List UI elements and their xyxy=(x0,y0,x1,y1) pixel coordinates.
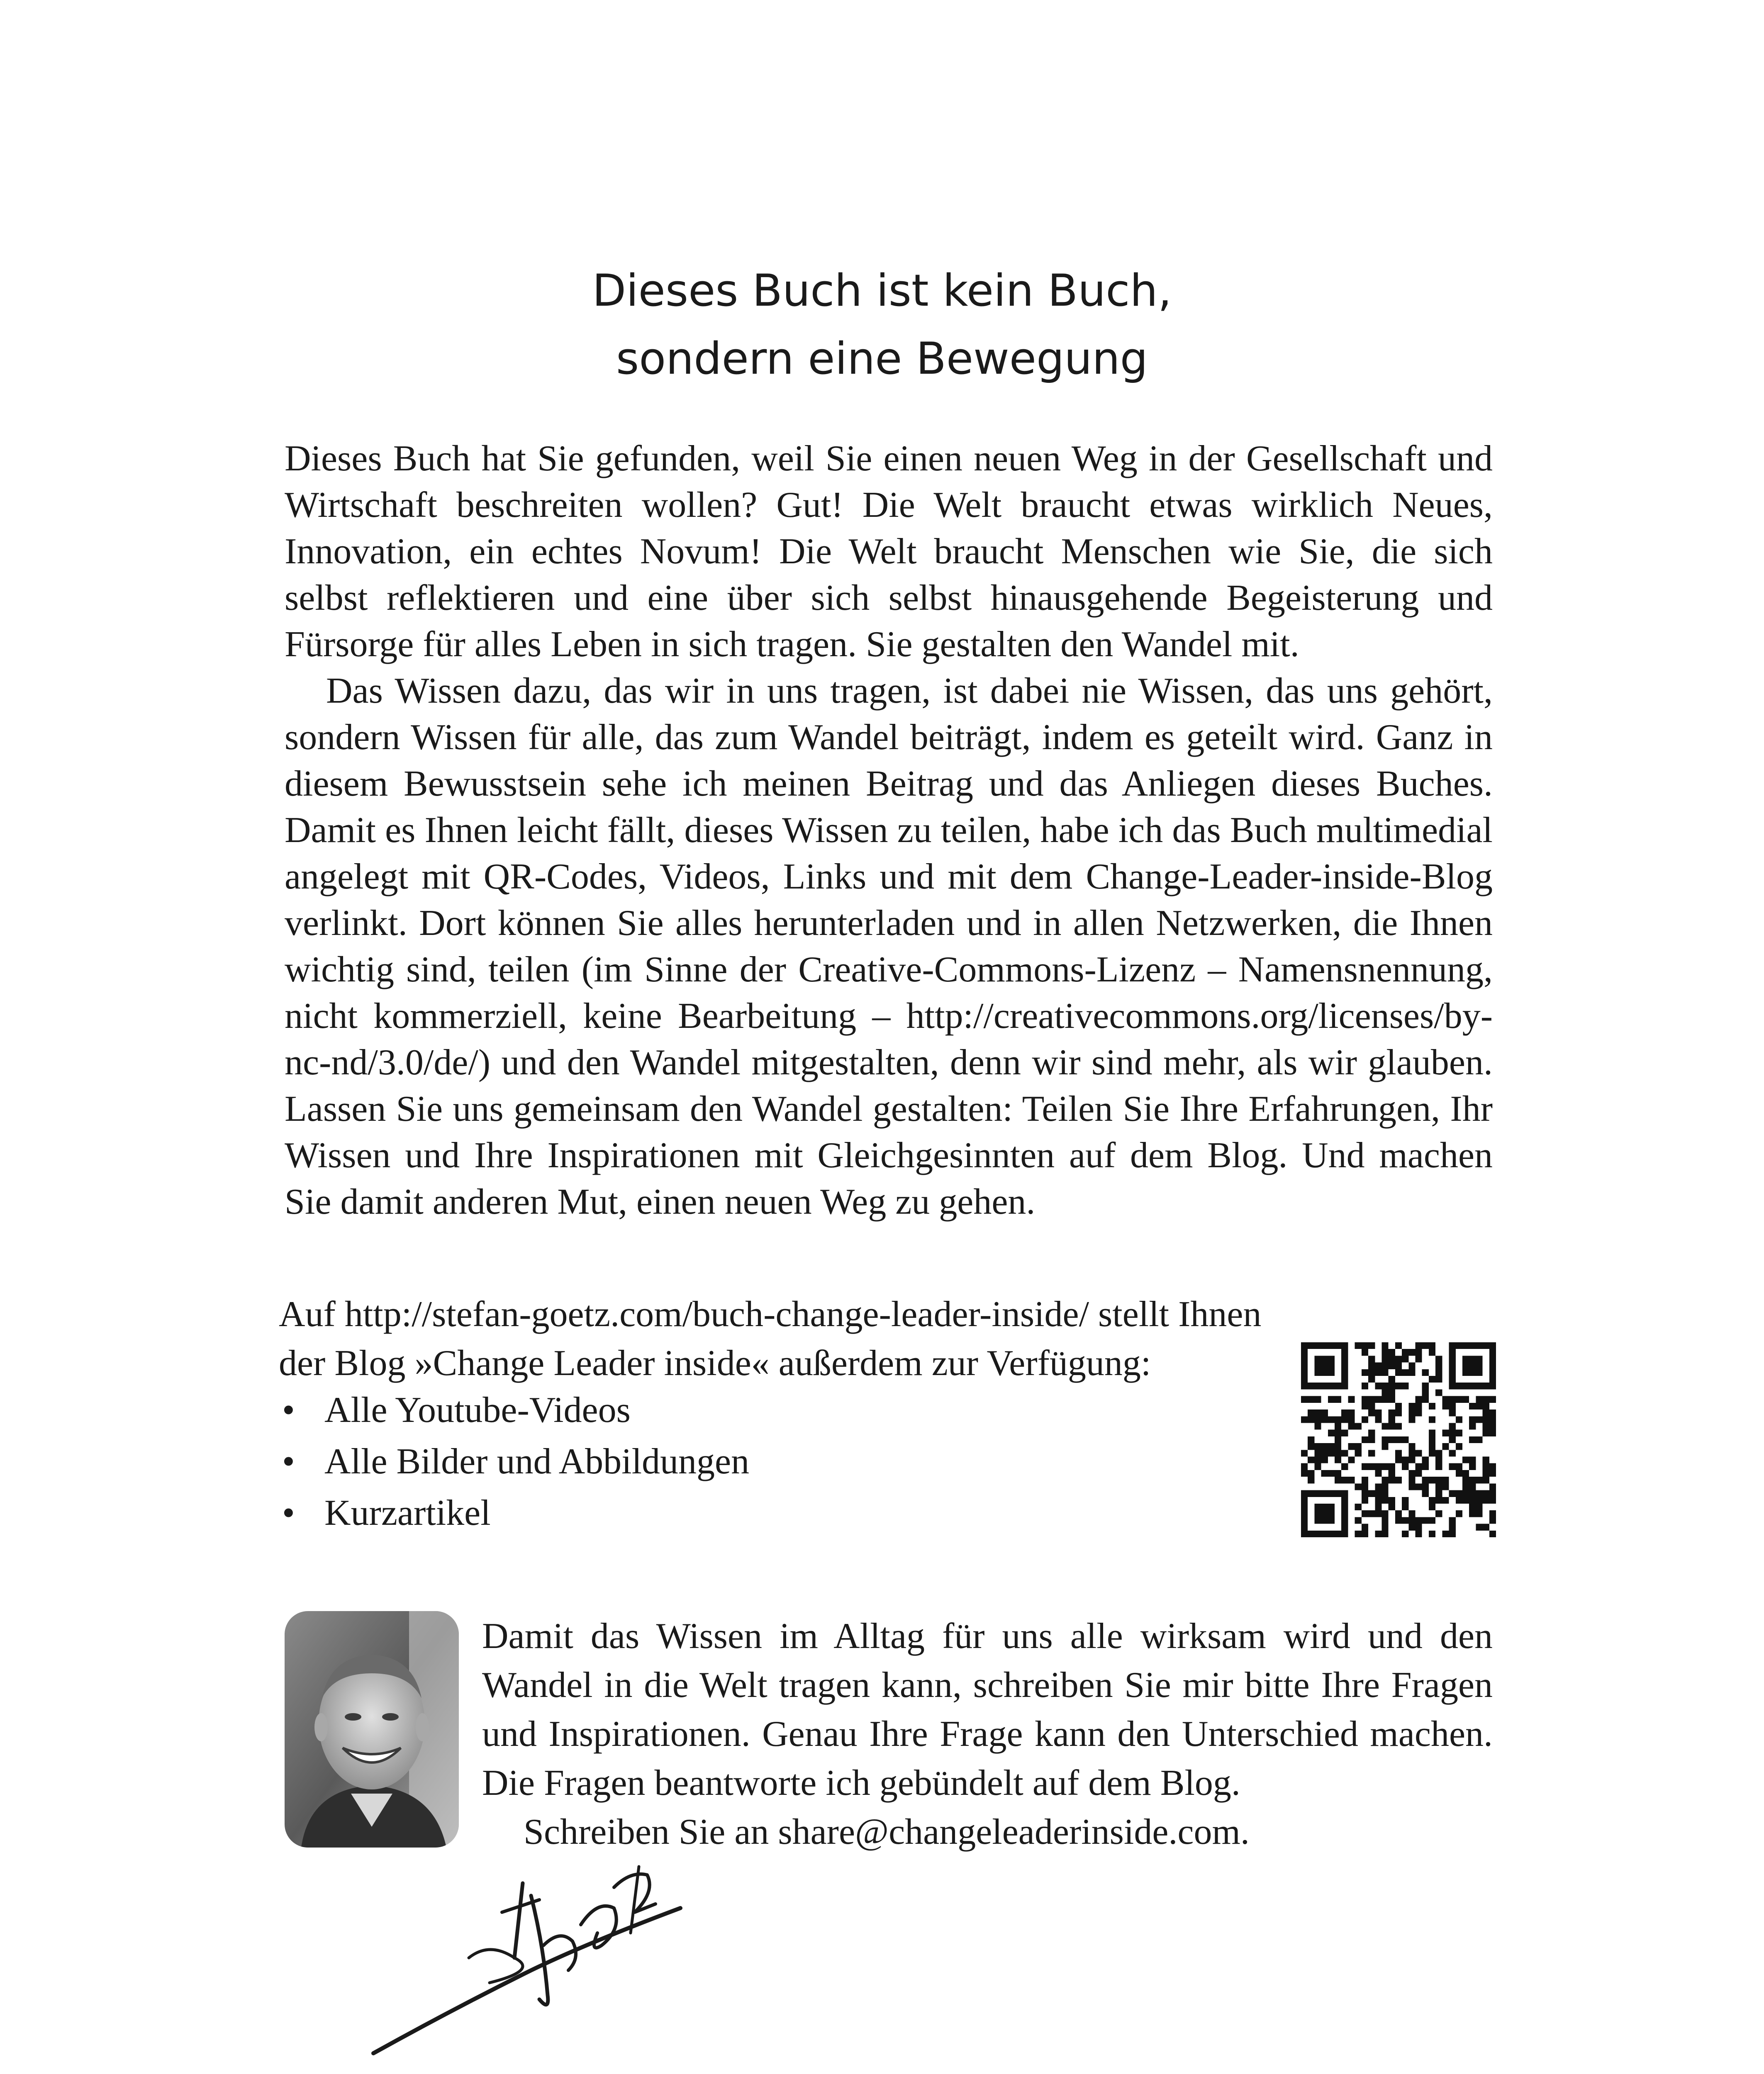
blog-intro xyxy=(279,1290,1357,1388)
list-item-label: Alle Bilder und Abbildungen xyxy=(324,1441,750,1482)
title-line-2: sondern eine Bewegung xyxy=(616,333,1148,385)
qr-code-icon[interactable] xyxy=(1301,1342,1496,1537)
list-item-label: Kurzartikel xyxy=(324,1493,491,1533)
list-item xyxy=(279,1487,749,1539)
bullet-icon: • xyxy=(282,1390,295,1430)
author-message xyxy=(482,1612,1493,1857)
title-line-1: Dieses Buch ist kein Buch, xyxy=(592,265,1172,316)
author-portrait xyxy=(285,1611,459,1848)
intro-paragraph: Dieses Buch hat Sie gefunden, weil Sie einen neuen Weg in der Gesellschaft und Wirtschaft beschreiten wollen? Gut! Die Welt braucht etwas wirklich Neues, Innovation, ein echtes Novum! Die Welt braucht Menschen wie Sie, die sich selbst reflektieren und eine über sich selbst hinausgehende Begeisterung und Fürsorge für alles Leben in sich tragen. Sie gestalten den Wandel mit. xyxy=(285,438,1493,665)
blog-resources-list xyxy=(279,1385,749,1539)
list-item xyxy=(279,1436,749,1487)
list-item-label: Alle Youtube-Videos xyxy=(324,1390,631,1430)
signature-image xyxy=(365,1862,697,2070)
bullet-icon: • xyxy=(282,1493,295,1533)
blog-intro-line-2: der Blog »Change Leader inside« außerdem zur Verfügung: xyxy=(279,1343,1151,1383)
blog-intro-line-1: Auf http://stefan-goetz.com/buch-change-leader-inside/ stellt Ihnen xyxy=(279,1294,1262,1334)
bullet-icon: • xyxy=(282,1441,295,1482)
page-title xyxy=(0,257,1764,393)
knowledge-paragraph: Das Wissen dazu, das wir in uns tragen, ist dabei nie Wissen, das uns gehört, sondern Wissen für alle, das zum Wandel beiträgt, indem es geteilt wird. Ganz in diesem Bewusstsein sehe ich meinen Beitrag und das Anliegen dieses Buches. Damit es Ihnen leicht fällt, dieses Wissen zu teilen, habe ich das Buch multimedial angelegt mit QR-Codes, Videos, Links und mit dem Change-Leader-inside-Blog verlinkt. Dort können Sie alles herunterladen und in allen Netzwerken, die Ihnen wichtig sind, teilen (im Sinne der Creative-Commons-Lizenz – Namensnennung, nicht kommerziell, keine Bearbeitung – http://creativecommons.org/licenses/by-nc-nd/3.0/de/) und den Wandel mitgestalten, denn wir sind mehr, als wir glauben. Lassen Sie uns gemeinsam den Wandel gestalten: Teilen Sie Ihre Erfahrungen, Ihr Wissen und Ihre Inspirationen mit Gleichgesinnten auf dem Blog. Und machen Sie damit anderen Mut, einen neuen Weg zu gehen. xyxy=(285,671,1493,1222)
list-item xyxy=(279,1385,749,1436)
author-message-text: Damit das Wissen im Alltag für uns alle wirksam wird und den Wandel in die Welt tragen kann, schreiben Sie mir bitte Ihre Fragen und Inspirationen. Genau Ihre Frage kann den Unterschied machen. Die Fragen beantworte ich gebündelt auf dem Blog. xyxy=(482,1616,1493,1803)
author-contact[interactable]: Schreiben Sie an share@changeleaderinside.com. xyxy=(524,1812,1250,1852)
